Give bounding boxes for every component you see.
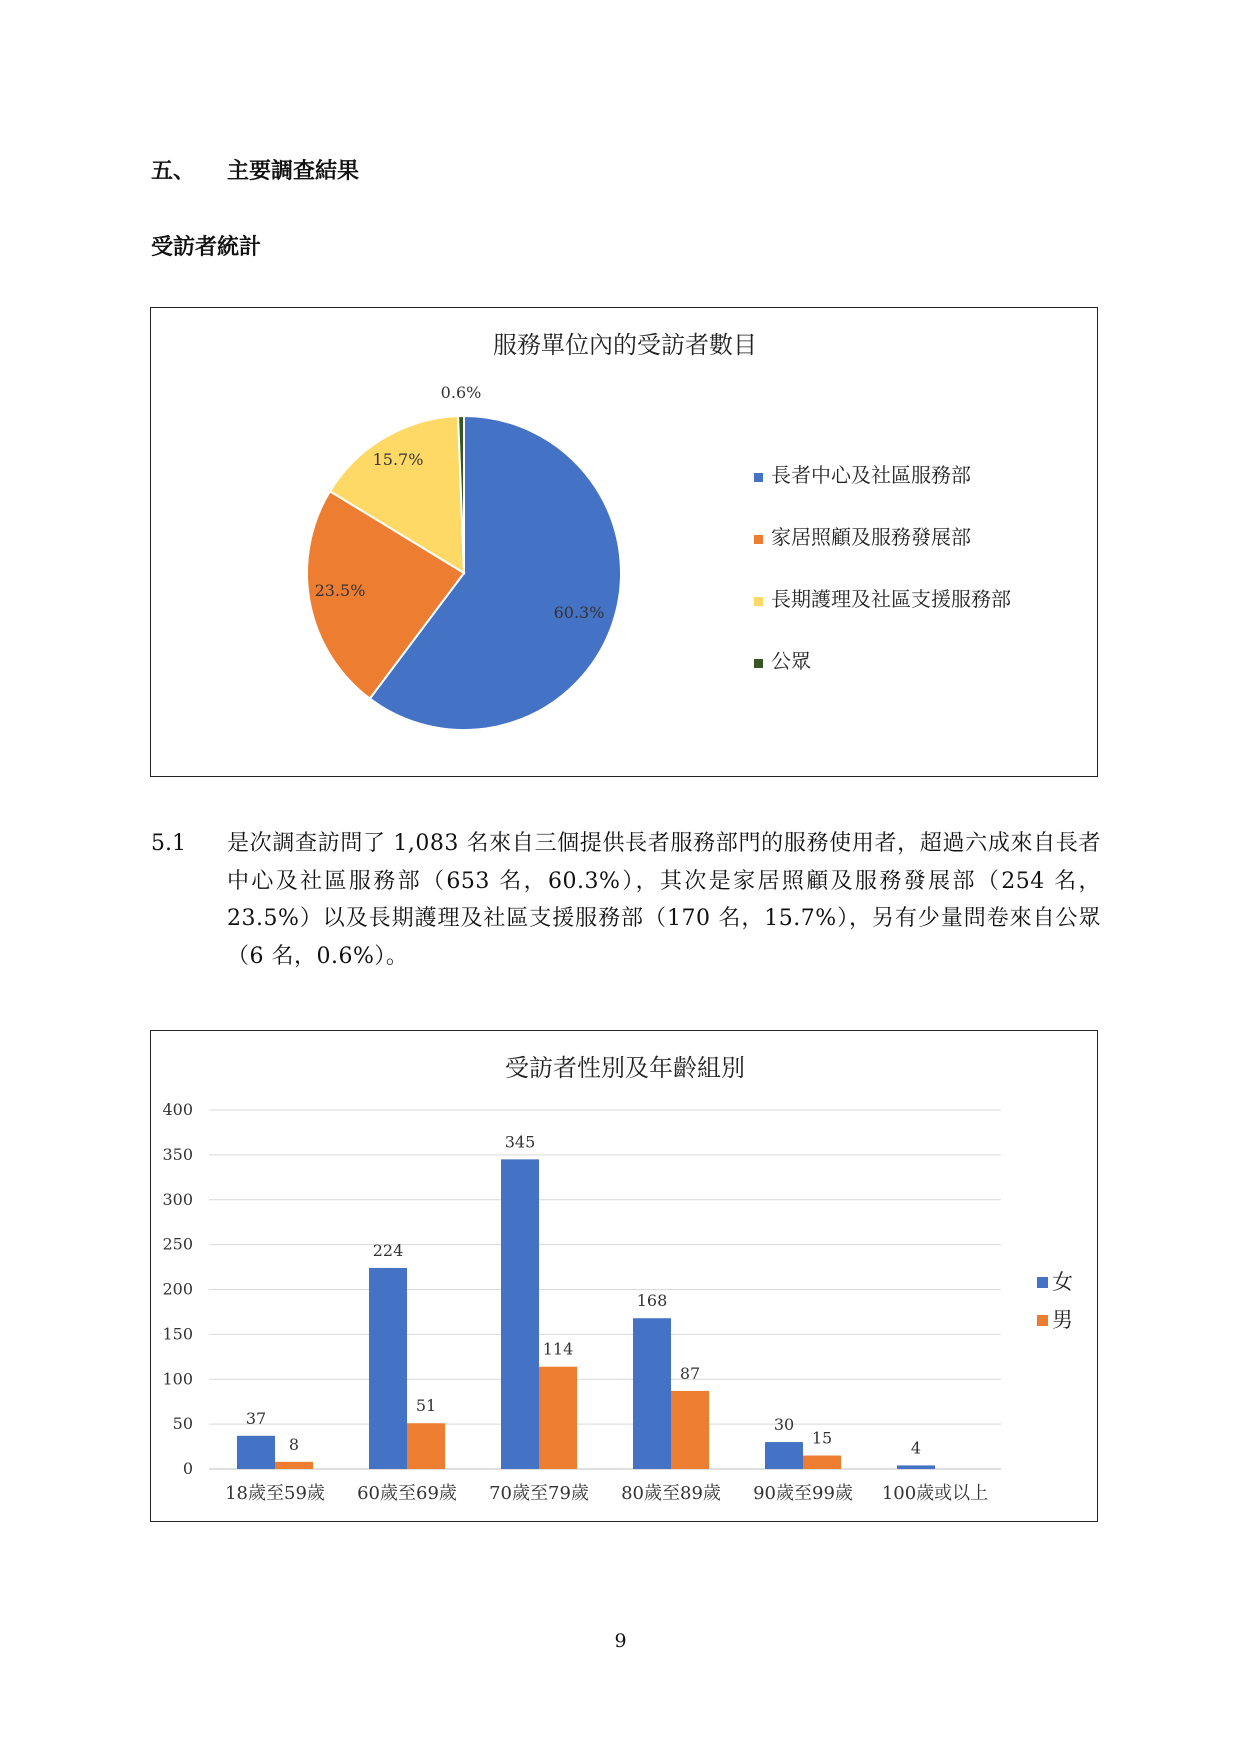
pie-data-label: 23.5% [314,581,366,600]
bar [275,1462,313,1469]
bar [765,1442,803,1469]
bar [237,1436,275,1469]
bar-chart-frame [150,1030,1098,1522]
x-tick-label: 90歲至99歲 [753,1483,853,1504]
y-tick-label: 300 [162,1189,193,1209]
legend-swatch [754,535,763,544]
bar-data-label: 345 [504,1132,536,1152]
x-tick-label: 60歲至69歲 [357,1483,457,1504]
legend-label: 男 [1052,1308,1073,1332]
legend-label: 家居照顧及服務發展部 [771,525,971,549]
x-tick-label: 100歲或以上 [881,1483,989,1504]
paragraph-number: 5.1 [151,831,186,856]
y-tick-label: 400 [162,1100,193,1119]
x-tick-label: 18歲至59歲 [225,1483,325,1504]
pie-title: 服務單位內的受訪者數目 [493,331,757,359]
bar [803,1456,841,1469]
y-tick-label: 50 [172,1414,193,1434]
bar [633,1318,671,1469]
bar-data-label: 87 [679,1363,701,1383]
bar-data-label: 37 [245,1408,267,1428]
legend-swatch [1037,1315,1048,1326]
legend-label: 長期護理及社區支援服務部 [771,587,1011,611]
x-tick-label: 80歲至89歲 [621,1483,721,1504]
pie-chart-frame [150,307,1098,777]
section-number: 五、 [151,158,196,184]
bar [501,1159,539,1469]
y-tick-label: 350 [162,1144,193,1164]
legend-swatch [754,659,763,668]
x-tick-label: 70歲至79歲 [489,1483,589,1504]
legend-label: 長者中心及社區服務部 [771,463,971,487]
y-tick-label: 150 [162,1324,193,1344]
legend-swatch [754,473,763,482]
legend-swatch [754,597,763,606]
y-tick-label: 250 [162,1234,193,1254]
bar [539,1367,577,1469]
pie-chart [151,308,1099,778]
bar [369,1268,407,1469]
legend-label: 公眾 [771,649,811,673]
legend-label: 女 [1052,1270,1073,1294]
bar-data-label: 8 [288,1434,300,1454]
legend-swatch [1037,1277,1048,1288]
subheading: 受訪者統計 [151,234,262,260]
bar [407,1423,445,1469]
y-tick-label: 200 [162,1279,193,1299]
bar-title: 受訪者性別及年齡組別 [505,1054,745,1082]
bar-data-label: 114 [542,1339,574,1359]
bar-data-label: 4 [910,1438,922,1458]
bar [897,1465,935,1469]
y-tick-label: 100 [162,1369,193,1389]
bar-data-label: 168 [636,1291,668,1311]
section-heading [151,154,359,185]
bar [671,1391,709,1469]
paragraph-5-1 [151,825,1101,975]
section-title: 主要調查結果 [227,158,360,184]
paragraph-text: 是次調查訪問了 1,083 名來自三個提供長者服務部門的服務使用者，超過六成來自長者中心及社區服務部（653 名，60.3%），其次是家居照顧及服務發展部（254 名，23.5%）以及長期護理及社區支援服務部（170 名，15.7%），另有少量問卷來自公眾（6 名，0.6%）。 [227,831,1101,969]
pie-data-label: 0.6% [440,383,482,402]
bar-data-label: 224 [372,1240,404,1260]
y-tick-label: 0 [182,1459,193,1478]
bar-data-label: 30 [773,1415,795,1435]
page-number: 9 [614,1630,627,1652]
pie-data-label: 60.3% [553,603,605,622]
bar-data-label: 51 [415,1396,437,1416]
bar-data-label: 15 [811,1428,833,1448]
bar-chart [151,1031,1099,1523]
pie-data-label: 15.7% [372,450,424,469]
